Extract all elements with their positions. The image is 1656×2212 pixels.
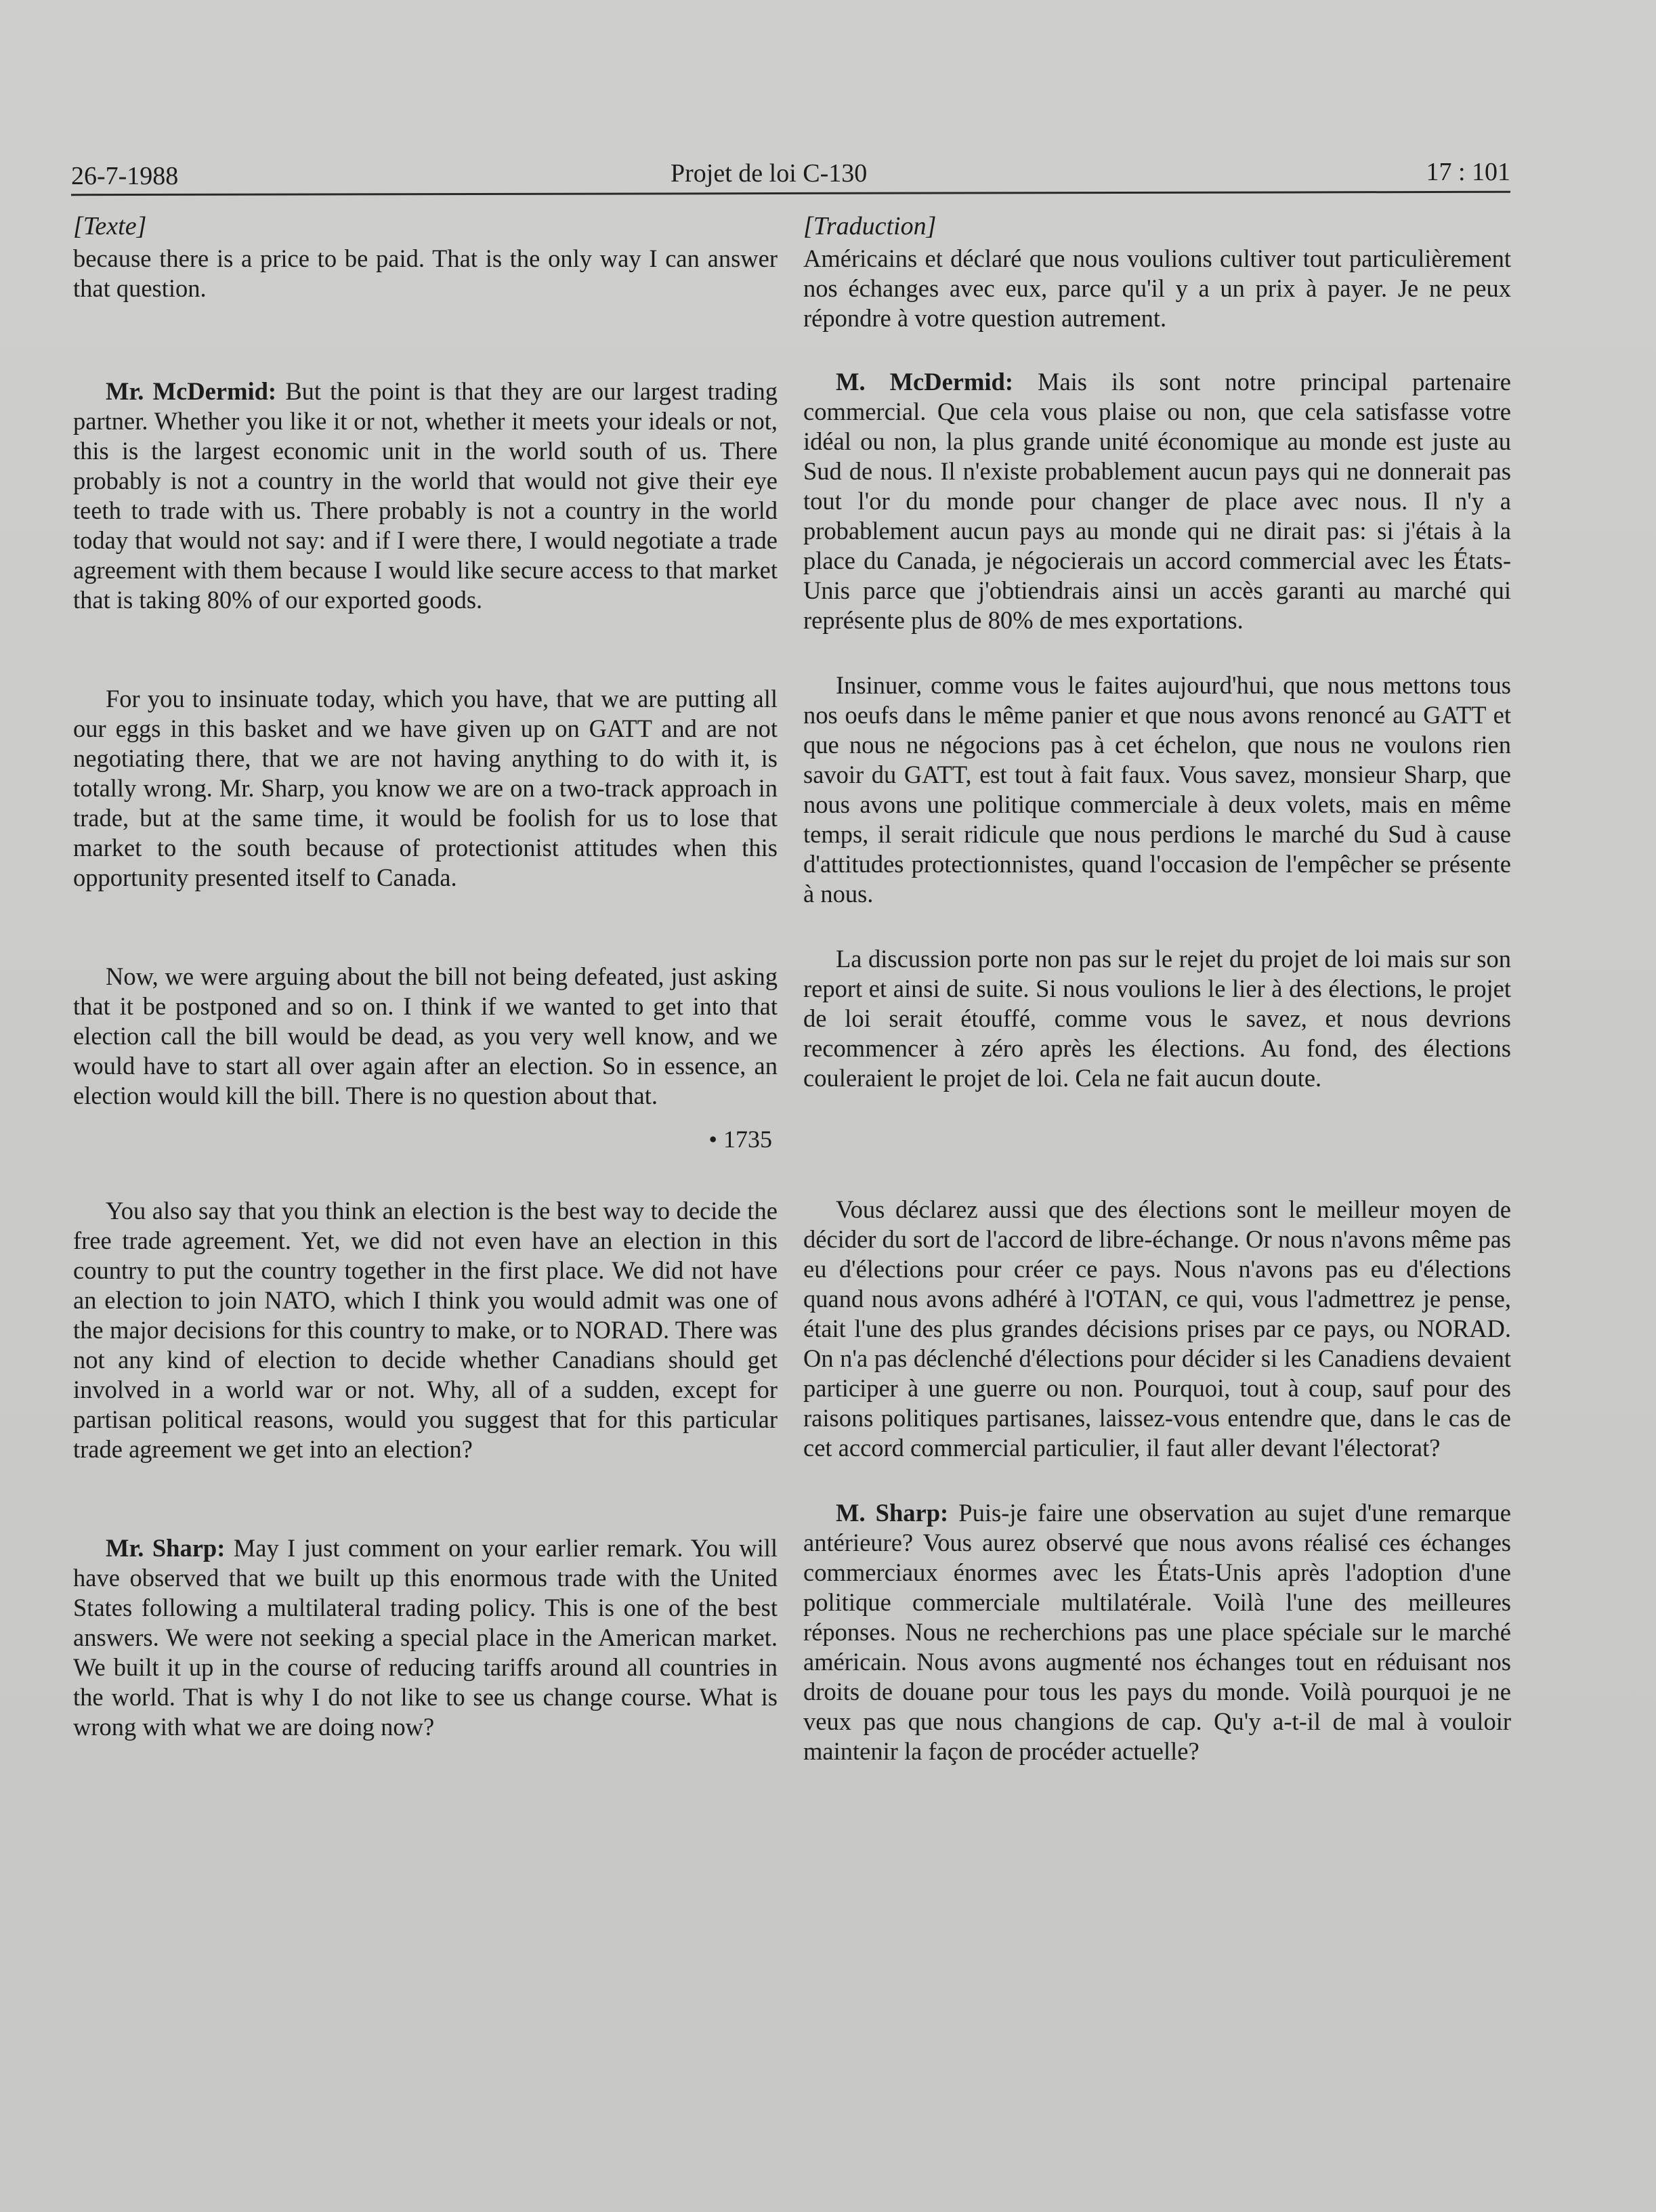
paragraph-text: Puis-je faire une observation au sujet d'une remarque antérieure? Vous aurez observé que nous avons réalisé ces échanges commerciaux énormes avec les États-Unis après l'adoption d'une politique commerciale multilatérale. Voilà l'une des meilleures réponses. Nous ne recherchions pas une place spéciale sur le marché américain. Nous avons augmenté nos échanges tout en réduisant nos droits de douane pour tous les pays du monde. Voilà pourquoi je ne veux pas que nous changions de cap. Qu'y a-t-il de mal à vouloir maintenir la façon de procéder actuelle? [803,1499,1511,1765]
paragraph: because there is a price to be paid. That is the only way I can answer that question. [73,244,778,302]
paragraph [73,377,778,615]
running-header [71,150,1510,191]
paragraph: Insinuer, comme vous le faites aujourd'hui, que nous mettons tous nos oeufs dans le même panier et que nous avons renoncé au GATT et que nous ne négocions pas à cet échelon, que nous ne voulons rien savoir du GATT, est tout à fait faux. Vous savez, monsieur Sharp, que nous avons une politique commerciale à deux volets, mais en même temps, il serait ridicule que nous perdions le marché du Sud à cause d'attitudes protectionnistes, quand l'occasion de l'empêcher se présente à nous. [803,671,1511,908]
speaker-name: M. Sharp: [836,1499,949,1527]
paragraph: La discussion porte non pas sur le rejet du projet de loi mais sur son report et ainsi de suite. Si nous voulions le lier à des élections, le projet de loi serait étouffé, comme vous le savez, et nous devrions recommencer à zéro après les élections. Au fond, des élections couleraient le projet de loi. Cela ne fait aucun doute. [803,945,1511,1092]
paragraph [73,1533,778,1742]
speaker-name: Mr. Sharp: [106,1534,226,1562]
timestamp: • 1735 [708,1126,772,1153]
column-marker: [Traduction] [803,212,937,240]
paragraph: Américains et déclaré que nous voulions cultiver tout particulièrement nos échanges avec eux, parce qu'il y a un prix à payer. Je ne peux répondre à votre question autrement. [803,244,1511,332]
header-page-number: 17 : 101 [1426,158,1510,186]
speaker-name: Mr. McDermid: [106,377,277,405]
header-title: Projet de loi C-130 [671,159,868,188]
paragraph [803,367,1511,635]
paragraph-text: May I just comment on your earlier remark. You will have observed that we built up this enormous trade with the United States following a multilateral trading policy. This is one of the best answers. We were not seeking a special place in the American market. We built it up in the course of reducing tariffs around all countries in the world. That is why I do not like to see us change course. What is wrong with what we are doing now? [73,1534,778,1741]
paragraph-text: Mais ils sont notre principal partenaire commercial. Que cela vous plaise ou non, que cela satisfasse votre idéal ou non, la plus grande unité économique au monde est juste au Sud de nous. Il n'existe probablement aucun pays qui ne donnerait pas tout l'or du monde pour changer de place avec nous. Il n'y a probablement aucun pays au monde qui ne dirait pas: si j'étais à la place du Canada, je négocierais un accord commercial avec les États-Unis parce que j'obtiendrais ainsi un accès garanti au marché qui représente plus de 80% de mes exportations. [803,368,1511,634]
column-marker: [Texte] [73,212,147,240]
header-date: 26-7-1988 [71,162,179,190]
paragraph: Now, we were arguing about the bill not being defeated, just asking that it be postponed and so on. I think if we wanted to get into that election call the bill would be dead, as you very well know, and we would have to start all over again after an election. So in essence, an election would kill the bill. There is no question about that. [73,962,778,1109]
paragraph: For you to insinuate today, which you have, that we are putting all our eggs in this basket and we have given up on GATT and are not negotiating there, that we are not having anything to do with it, is totally wrong. Mr. Sharp, you know we are on a two-track approach in trade, but at the same time, it would be foolish for us to lose that market to the south because of protectionist attitudes when this opportunity presented itself to Canada. [73,685,778,891]
speaker-name: M. McDermid: [836,368,1013,396]
header-rule [71,191,1510,196]
english-column [73,211,778,1742]
paragraph [803,1498,1511,1766]
paragraph-text: But the point is that they are our largest trading partner. Whether you like it or not, whether it meets your ideals or not, this is the largest economic unit in the world south of us. There probably is not a country in the world that would not give their eye teeth to trade with us. There probably is not a country in the world today that would not say: and if I were there, I would negotiate a trade agreement with them because I would like secure access to that market that is taking 80% of our exported goods. [73,377,778,614]
paragraph: Vous déclarez aussi que des élections sont le meilleur moyen de décider du sort de l'accord de libre-échange. Or nous n'avons même pas eu d'élections pour créer ce pays. Nous n'avons pas eu d'élections quand nous avons adhéré à l'OTAN, ce qui, vous l'admettrez je pense, était l'une des plus grandes décisions prises par ce pays, ou NORAD. On n'a pas déclenché d'élections pour décider si les Canadiens devaient participer à une guerre ou non. Pourquoi, tout à coup, sauf pour des raisons politiques partisanes, laissez-vous entendre que, dans le cas de cet accord commercial particulier, il faut aller devant l'électorat? [803,1195,1511,1462]
french-column [803,211,1511,1766]
paragraph: You also say that you think an election is the best way to decide the free trade agreement. Yet, we did not even have an election in this country to put the country together in the first place. We did not have an election to join NATO, which I think you would admit was one of the major decisions for this country to make, or to NORAD. There was not any kind of election to decide whether Canadians should get involved in a world war or not. Why, all of a sudden, except for partisan political reasons, would you suggest that for this particular trade agreement we get into an election? [73,1197,778,1463]
